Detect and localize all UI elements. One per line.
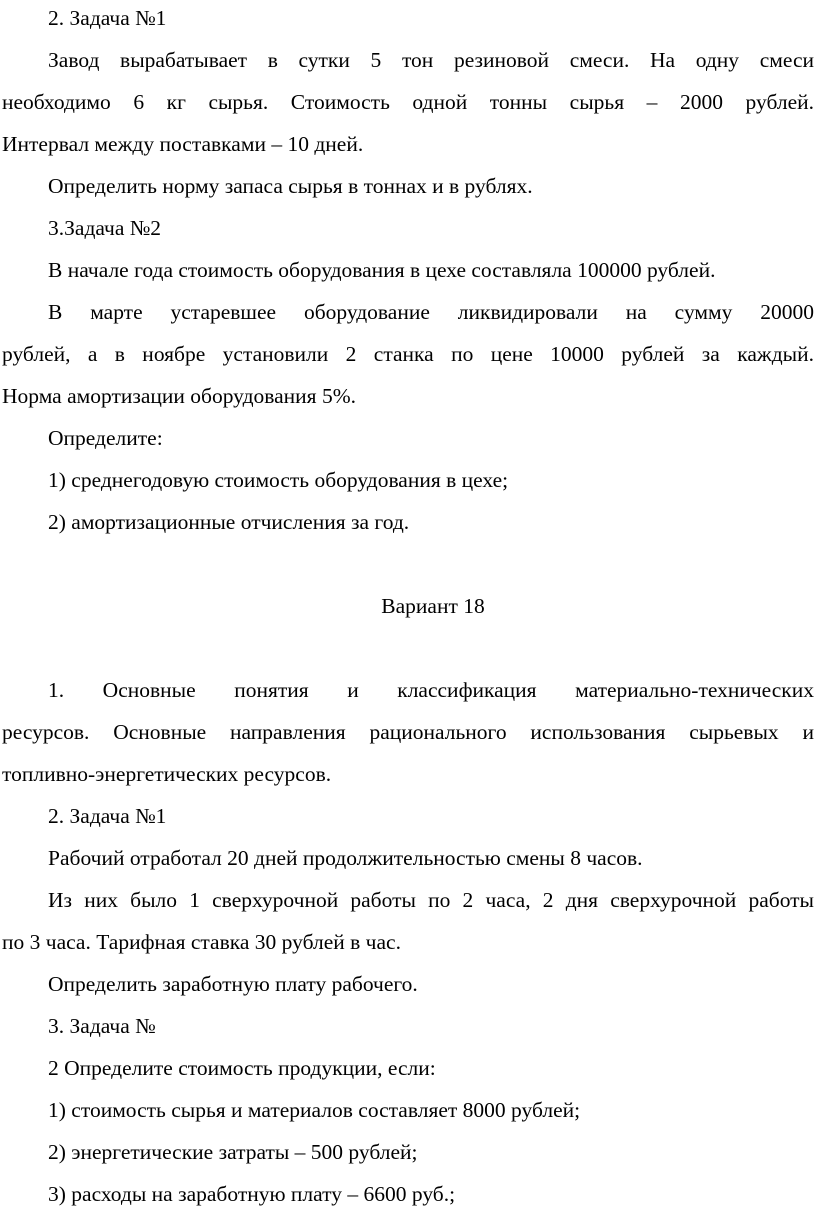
paragraph-line: 2 Определите стоимость продукции, если: — [48, 1056, 436, 1080]
paragraph-line: ресурсов. Основные направления рационального использования сырьевых и — [2, 720, 814, 744]
paragraph-line: Определить заработную плату рабочего. — [48, 972, 418, 996]
paragraph-line: Из них было 1 сверхурочной работы по 2 часа, 2 дня сверхурочной работы — [48, 888, 814, 912]
paragraph-line: Определите: — [48, 426, 163, 450]
variant-title: Вариант 18 — [381, 594, 485, 618]
paragraph-line: Завод вырабатывает в сутки 5 тон резиновой смеси. На одну смеси — [48, 48, 814, 72]
paragraph-line: Интервал между поставками – 10 дней. — [2, 132, 364, 156]
list-item: 1) стоимость сырья и материалов составляет 8000 рублей; — [48, 1098, 581, 1122]
paragraph-line: Рабочий отработал 20 дней продолжительностью смены 8 часов. — [48, 846, 643, 870]
paragraph-line: Норма амортизации оборудования 5%. — [2, 384, 356, 408]
paragraph-line: В начале года стоимость оборудования в цехе составляла 100000 рублей. — [48, 258, 716, 282]
list-item: 2) амортизационные отчисления за год. — [48, 510, 410, 534]
paragraph-line: 1. Основные понятия и классификация материально-технических — [48, 678, 814, 702]
paragraph-line: В марте устаревшее оборудование ликвидировали на сумму 20000 — [48, 300, 814, 324]
paragraph-line: Определить норму запаса сырья в тоннах и в рублях. — [48, 174, 533, 198]
paragraph-line: топливно-энергетических ресурсов. — [2, 762, 332, 786]
paragraph-line: по 3 часа. Тарифная ставка 30 рублей в час. — [2, 930, 401, 954]
task-heading: 2. Задача №1 — [48, 804, 167, 828]
task-heading: 3. Задача № — [48, 1014, 156, 1038]
task-heading: 3.Задача №2 — [48, 216, 162, 240]
list-item: 1) среднегодовую стоимость оборудования в цехе; — [48, 468, 509, 492]
paragraph-line: необходимо 6 кг сырья. Стоимость одной тонны сырья – 2000 рублей. — [2, 90, 814, 114]
list-item: 3) расходы на заработную плату – 6600 руб.; — [48, 1182, 456, 1206]
paragraph-line: рублей, а в ноябре установили 2 станка по цене 10000 рублей за каждый. — [2, 342, 814, 366]
list-item: 2) энергетические затраты – 500 рублей; — [48, 1140, 418, 1164]
task-heading: 2. Задача №1 — [48, 6, 167, 30]
